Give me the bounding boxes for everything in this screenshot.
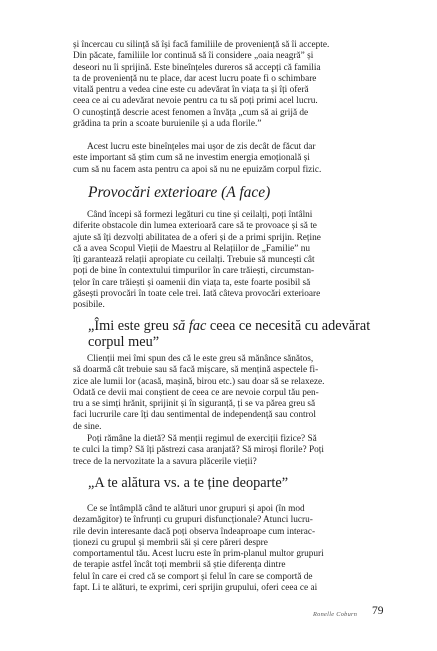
footer-author: Ronelle Coburn xyxy=(313,611,358,618)
text-line: ționezi cu grupul și membrii săi și cere păreri despre xyxy=(73,537,268,548)
text-line: fapt. Li te alături, te exprimi, ceri sprijin grupului, oferi ceea ce ai xyxy=(73,583,318,594)
text-line: O cunoștință descrie acest fenomen a învăța „cum să ai grijă de xyxy=(73,107,309,118)
text-line: să doarmă cât trebuie sau să facă mișcare, să mențină aspectele fi- xyxy=(73,365,319,376)
subheading-italic-part: să fac xyxy=(172,318,207,334)
text-line: Poți rămâne la dietă? Să menții regimul de exerciții fizice? Să xyxy=(87,434,317,444)
text-line: deseori nu îi sprijină. Este bineînțeles dureros să accepți că familia xyxy=(73,62,321,73)
text-line: îți garantează relații apropiate cu ceilalți. Trebuie să muncești cât xyxy=(73,255,315,266)
text-line: țelor în care trăiești și oamenii din viața ta, este foarte posibil să xyxy=(73,277,311,288)
text-line: ajute să îți dezvolți abilitatea de a oferi și de a primi sprijin. Reține xyxy=(73,232,321,243)
subheading-part: „Îmi este greu xyxy=(88,318,173,334)
text-line: este important să știm cum să ne investim energia emoțională și xyxy=(73,153,310,164)
text-line: diferite obstacole din lumea exterioară care să te provoace și să te xyxy=(73,221,317,232)
text-line: găsești provocări în toate cele trei. Iată câteva provocări exterioare xyxy=(73,289,321,300)
paragraph-questions xyxy=(73,434,393,468)
text-line: Clienții mei îmi spun des că le este greu să mănânce sănătos, xyxy=(87,354,314,364)
text-line: grădina ta prin a scoate buruienile și a uda florile.” xyxy=(73,119,262,130)
text-line: Ce se întâmplă când te alături unor grupuri și apoi (în mod xyxy=(87,504,305,514)
text-line: posibile. xyxy=(73,300,105,311)
text-line: faci lucrurile care îți dau sentimental de independență sau control xyxy=(73,410,316,421)
text-line: și încercau cu silință să își facă familiile de proveniență să îi accepte. xyxy=(73,40,330,50)
text-line: ceea ce ai cu adevărat nevoie pentru ca tu să poți primi acel lucru. xyxy=(73,96,318,107)
paragraph-clients xyxy=(73,354,393,433)
text-line: Odată ce devii mai conștient de ceea ce are nevoie corpul tău pen- xyxy=(73,387,319,398)
text-line: rile devin interesante dacă poți observa îndeaproape cum interac- xyxy=(73,526,316,537)
text-line: felul în care ei cred că se comport și felul în care se comportă de xyxy=(73,571,313,582)
text-line: zice ale lumii lor (acasă, mașină, birou etc.) sau doar să se relaxeze. xyxy=(73,376,325,387)
text-line: te culci la timp? Să îți păstrezi casa aranjată? Să miroși florile? Poți xyxy=(73,445,324,456)
section-heading-external-challenges: Provocări exterioare (A face) xyxy=(88,184,271,201)
text-line: Când începi să formezi legături cu tine și ceilalți, poți întâlni xyxy=(87,210,313,220)
text-line: trece de la nervozitate la a savura plăcerile vieții? xyxy=(73,456,257,467)
text-line: cum să nu facem asta pentru ca apoi să nu ne epuizăm corpul fizic. xyxy=(73,164,322,175)
subheading-part: corpul meu” xyxy=(88,334,160,350)
subheading-part: ceea ce necesită cu adevărat xyxy=(206,318,371,334)
text-line: de terapie astfel încât toți membrii să știe diferența dintre xyxy=(73,560,286,571)
paragraph-groups xyxy=(73,504,393,594)
subheading-body-needs xyxy=(88,318,370,350)
text-line: Din păcate, familiile lor continuă să îi considere „oaia neagră” și xyxy=(73,51,314,62)
paragraph-emotional-energy xyxy=(73,142,393,176)
paragraph-obstacles xyxy=(73,210,393,312)
text-line: tru a se simți hrănit, sprijinit și în siguranță, ți se va părea greu să xyxy=(73,399,316,410)
text-line: ta de proveniență nu te place, dar acest lucru poate fi o schimbare xyxy=(73,73,317,84)
subheading-joining: „A te alătura vs. a te ține deoparte” xyxy=(88,475,289,491)
text-line: că a avea Scopul Vieții de Maestru al Relațiilor de „Familie” nu xyxy=(73,243,311,254)
text-line: de sine. xyxy=(73,421,102,432)
text-line: dezamăgitor) te înfrunți cu grupuri disfuncționale? Atunci lucru- xyxy=(73,515,313,526)
page-number: 79 xyxy=(372,605,384,617)
text-line: poți de bine în contextului timpurilor în care trăiești, circumstan- xyxy=(73,266,315,277)
text-line: Acest lucru este bineînțeles mai ușor de zis decât de făcut dar xyxy=(87,142,316,152)
text-line: comportamentul tău. Acest lucru este în prim-planul multor grupuri xyxy=(73,549,324,560)
paragraph-family-acceptance xyxy=(73,40,393,130)
text-line: vitală pentru a vedea cine este cu adevărat în viața ta și îți oferă xyxy=(73,85,309,96)
